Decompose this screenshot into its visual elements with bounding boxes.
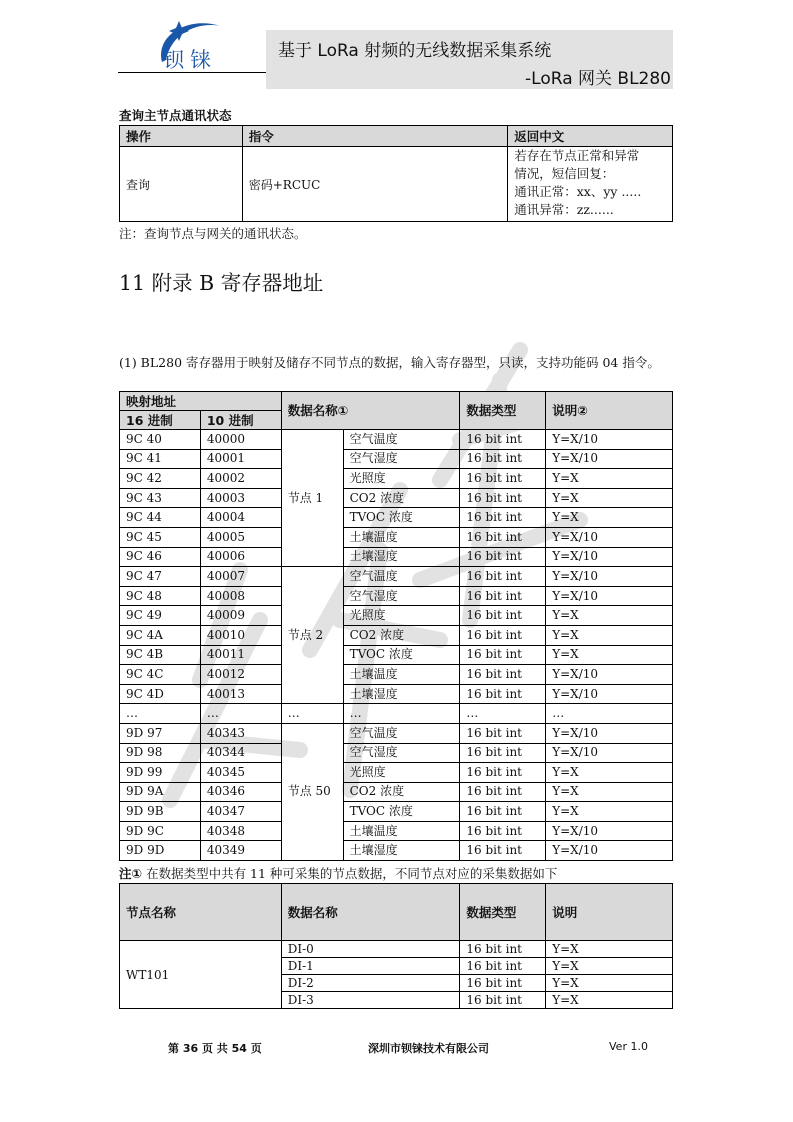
table-row [120, 743, 673, 763]
cell-data-type: 16 bit int [460, 449, 546, 469]
cell-dec-address: 40011 [200, 645, 281, 665]
data-type-note [119, 864, 557, 882]
table-row [120, 684, 673, 704]
logo-text: 钡铼 [163, 48, 217, 72]
cell-data-type: 16 bit int [460, 782, 546, 802]
cell-data-type: 16 bit int [460, 684, 546, 704]
cell-hex-address: 9C 4C [120, 665, 201, 685]
cell-description: Y=X [546, 763, 673, 783]
appendix-title: 11 附录 B 寄存器地址 [119, 271, 324, 295]
cell-description: Y=X/10 [546, 430, 673, 450]
table-row [120, 821, 673, 841]
cell-data-name: 光照度 [343, 606, 460, 626]
cell-dec-address: 40349 [200, 841, 281, 861]
cell-data-name: DI-2 [281, 975, 460, 992]
cell-description: Y=X/10 [546, 684, 673, 704]
cell-description: Y=X [546, 508, 673, 528]
col-node-name: 节点名称 [120, 884, 282, 941]
cell-data-name: 空气湿度 [343, 586, 460, 606]
cell-description: Y=X/10 [546, 665, 673, 685]
cell-data-type: 16 bit int [460, 606, 546, 626]
note-marker: 注① [119, 866, 143, 881]
cell-hex-address: 9C 42 [120, 469, 201, 489]
cell-data-name: 空气温度 [343, 430, 460, 450]
table-row [120, 645, 673, 665]
cell-data-type: 16 bit int [460, 958, 546, 975]
cell-dec-address: 40344 [200, 743, 281, 763]
reply-line: 通讯正常：xx、yy ..... [514, 184, 642, 199]
cell-reply [508, 147, 673, 222]
col-description: 说明 [546, 884, 673, 941]
cell-data-type: 16 bit int [460, 547, 546, 567]
cell-data-name: 空气温度 [343, 723, 460, 743]
table-row [120, 469, 673, 489]
cell-dec-address: 40006 [200, 547, 281, 567]
cell-hex-address: 9C 4B [120, 645, 201, 665]
cell-data-name: 土壤温度 [343, 665, 460, 685]
table-row [120, 488, 673, 508]
reply-line: 通讯异常：zz...... [514, 202, 614, 217]
cell-data-name: TVOC 浓度 [343, 508, 460, 528]
cell-operation: 查询 [120, 147, 243, 222]
cell-dec-address: 40013 [200, 684, 281, 704]
cell-data-name: 土壤湿度 [343, 684, 460, 704]
cell-node-name: 节点 1 [281, 430, 343, 567]
table-row [120, 586, 673, 606]
reply-line: 情况，短信回复： [514, 166, 615, 181]
table-row [120, 782, 673, 802]
note-text: 在数据类型中共有 11 种可采集的节点数据，不同节点对应的采集数据如下 [142, 866, 558, 881]
cell-dec-address: 40012 [200, 665, 281, 685]
cell-data-type: 16 bit int [460, 992, 546, 1009]
cell-data-type: … [460, 704, 546, 724]
table-row [120, 723, 673, 743]
cell-data-type: 16 bit int [460, 625, 546, 645]
cell-dec-address: 40346 [200, 782, 281, 802]
cell-data-name: DI-3 [281, 992, 460, 1009]
cell-data-name: 土壤温度 [343, 527, 460, 547]
cell-dec-address: 40001 [200, 449, 281, 469]
cell-data-name: TVOC 浓度 [343, 645, 460, 665]
cell-dec-address: 40003 [200, 488, 281, 508]
cell-data-type: 16 bit int [460, 665, 546, 685]
cell-dec-address: 40007 [200, 567, 281, 587]
table-row [120, 941, 673, 958]
cell-data-name: DI-1 [281, 958, 460, 975]
cell-data-type: 16 bit int [460, 488, 546, 508]
cell-dec-address: 40345 [200, 763, 281, 783]
cell-description: Y=X/10 [546, 567, 673, 587]
cell-hex-address: 9C 48 [120, 586, 201, 606]
cell-dec-address: 40008 [200, 586, 281, 606]
cell-dec-address: 40002 [200, 469, 281, 489]
reply-line: 若存在节点正常和异常 [514, 148, 640, 163]
cell-data-type: 16 bit int [460, 723, 546, 743]
cell-dec-address: 40005 [200, 527, 281, 547]
col-dec: 10 进制 [200, 411, 281, 430]
cell-data-name: … [343, 704, 460, 724]
cell-description: Y=X [546, 958, 673, 975]
cell-data-type: 16 bit int [460, 802, 546, 822]
cell-description: Y=X [546, 488, 673, 508]
cell-hex-address: 9D 9C [120, 821, 201, 841]
cell-hex-address: … [120, 704, 201, 724]
cell-data-name: TVOC 浓度 [343, 802, 460, 822]
cell-description: Y=X [546, 782, 673, 802]
cell-data-name: CO2 浓度 [343, 488, 460, 508]
cell-data-name: 土壤湿度 [343, 547, 460, 567]
cell-dec-address: … [200, 704, 281, 724]
cell-node-name: WT101 [120, 941, 282, 1009]
col-data-type: 数据类型 [460, 392, 546, 430]
header-rule [118, 72, 268, 73]
cell-data-type: 16 bit int [460, 645, 546, 665]
cell-data-type: 16 bit int [460, 763, 546, 783]
table-row [120, 508, 673, 528]
cell-data-name: 空气湿度 [343, 743, 460, 763]
cell-description: Y=X [546, 975, 673, 992]
cell-dec-address: 40343 [200, 723, 281, 743]
cell-dec-address: 40009 [200, 606, 281, 626]
table-row [120, 665, 673, 685]
appendix-intro: (1) BL280 寄存器用于映射及储存不同节点的数据，输入寄存器型，只读，支持功能码 04 指令。 [119, 355, 660, 370]
col-data-name: 数据名称 [281, 884, 460, 941]
cell-data-type: 16 bit int [460, 567, 546, 587]
cell-hex-address: 9C 41 [120, 449, 201, 469]
col-reply: 返回中文 [508, 126, 673, 147]
query-section-title: 查询主节点通讯状态 [119, 108, 232, 123]
query-command-table [119, 125, 673, 222]
cell-data-name: 土壤湿度 [343, 841, 460, 861]
cell-hex-address: 9C 49 [120, 606, 201, 626]
cell-node-name: 节点 50 [281, 723, 343, 860]
cell-data-type: 16 bit int [460, 841, 546, 861]
query-note: 注：查询节点与网关的通讯状态。 [119, 226, 307, 241]
cell-hex-address: 9C 45 [120, 527, 201, 547]
footer-company: 深圳市钡铼技术有限公司 [368, 1042, 489, 1055]
header-title: 基于 LoRa 射频的无线数据采集系统 [278, 41, 552, 61]
cell-description: Y=X/10 [546, 449, 673, 469]
cell-hex-address: 9D 9B [120, 802, 201, 822]
cell-data-name: 空气湿度 [343, 449, 460, 469]
cell-hex-address: 9C 43 [120, 488, 201, 508]
table-row [120, 527, 673, 547]
cell-description: Y=X/10 [546, 547, 673, 567]
cell-description: Y=X [546, 941, 673, 958]
cell-node-name: 节点 2 [281, 567, 343, 704]
cell-hex-address: 9C 4D [120, 684, 201, 704]
cell-hex-address: 9D 97 [120, 723, 201, 743]
cell-description: Y=X [546, 469, 673, 489]
cell-data-type: 16 bit int [460, 586, 546, 606]
cell-hex-address: 9C 4A [120, 625, 201, 645]
cell-hex-address: 9C 40 [120, 430, 201, 450]
cell-hex-address: 9C 47 [120, 567, 201, 587]
cell-description: Y=X/10 [546, 821, 673, 841]
cell-description: Y=X/10 [546, 723, 673, 743]
cell-description: Y=X [546, 802, 673, 822]
table-row [120, 606, 673, 626]
cell-data-type: 16 bit int [460, 527, 546, 547]
col-data-type: 数据类型 [460, 884, 546, 941]
footer-version: Ver 1.0 [609, 1040, 648, 1053]
col-description: 说明② [546, 392, 673, 430]
table-row [120, 430, 673, 450]
table-row [120, 802, 673, 822]
cell-data-type: 16 bit int [460, 743, 546, 763]
cell-description: Y=X [546, 606, 673, 626]
cell-data-type: 16 bit int [460, 975, 546, 992]
cell-description: Y=X/10 [546, 841, 673, 861]
cell-data-name: CO2 浓度 [343, 625, 460, 645]
register-address-table [119, 391, 673, 861]
cell-dec-address: 40004 [200, 508, 281, 528]
cell-description: Y=X [546, 645, 673, 665]
table-row [120, 704, 673, 724]
cell-data-type: 16 bit int [460, 430, 546, 450]
cell-data-type: 16 bit int [460, 941, 546, 958]
header-subtitle: -LoRa 网关 BL280 [525, 69, 671, 89]
cell-description: Y=X/10 [546, 743, 673, 763]
cell-dec-address: 40010 [200, 625, 281, 645]
table-row [120, 547, 673, 567]
col-data-name: 数据名称① [281, 392, 460, 430]
cell-dec-address: 40347 [200, 802, 281, 822]
cell-hex-address: 9D 99 [120, 763, 201, 783]
cell-description: Y=X/10 [546, 586, 673, 606]
cell-hex-address: 9D 98 [120, 743, 201, 763]
cell-command: 密码+RCUC [242, 147, 508, 222]
cell-hex-address: 9D 9D [120, 841, 201, 861]
cell-hex-address: 9C 46 [120, 547, 201, 567]
cell-node-name: … [281, 704, 343, 724]
table-row [120, 763, 673, 783]
cell-description: Y=X/10 [546, 527, 673, 547]
col-command: 指令 [242, 126, 508, 147]
cell-description: Y=X [546, 992, 673, 1009]
table-row [120, 567, 673, 587]
cell-data-name: CO2 浓度 [343, 782, 460, 802]
cell-data-type: 16 bit int [460, 469, 546, 489]
footer-page-number: 第 36 页 共 54 页 [168, 1042, 262, 1055]
cell-data-name: DI-0 [281, 941, 460, 958]
table-row [120, 841, 673, 861]
cell-data-name: 空气温度 [343, 567, 460, 587]
cell-data-name: 土壤温度 [343, 821, 460, 841]
cell-hex-address: 9D 9A [120, 782, 201, 802]
table-row [120, 625, 673, 645]
cell-dec-address: 40348 [200, 821, 281, 841]
cell-data-name: 光照度 [343, 469, 460, 489]
cell-data-type: 16 bit int [460, 821, 546, 841]
table-row [120, 449, 673, 469]
table-row [120, 147, 673, 222]
cell-dec-address: 40000 [200, 430, 281, 450]
cell-hex-address: 9C 44 [120, 508, 201, 528]
node-data-table [119, 883, 673, 1009]
cell-description: … [546, 704, 673, 724]
col-map-address: 映射地址 [120, 392, 282, 411]
cell-description: Y=X [546, 625, 673, 645]
col-operation: 操作 [120, 126, 243, 147]
col-hex: 16 进制 [120, 411, 201, 430]
cell-data-name: 光照度 [343, 763, 460, 783]
cell-data-type: 16 bit int [460, 508, 546, 528]
